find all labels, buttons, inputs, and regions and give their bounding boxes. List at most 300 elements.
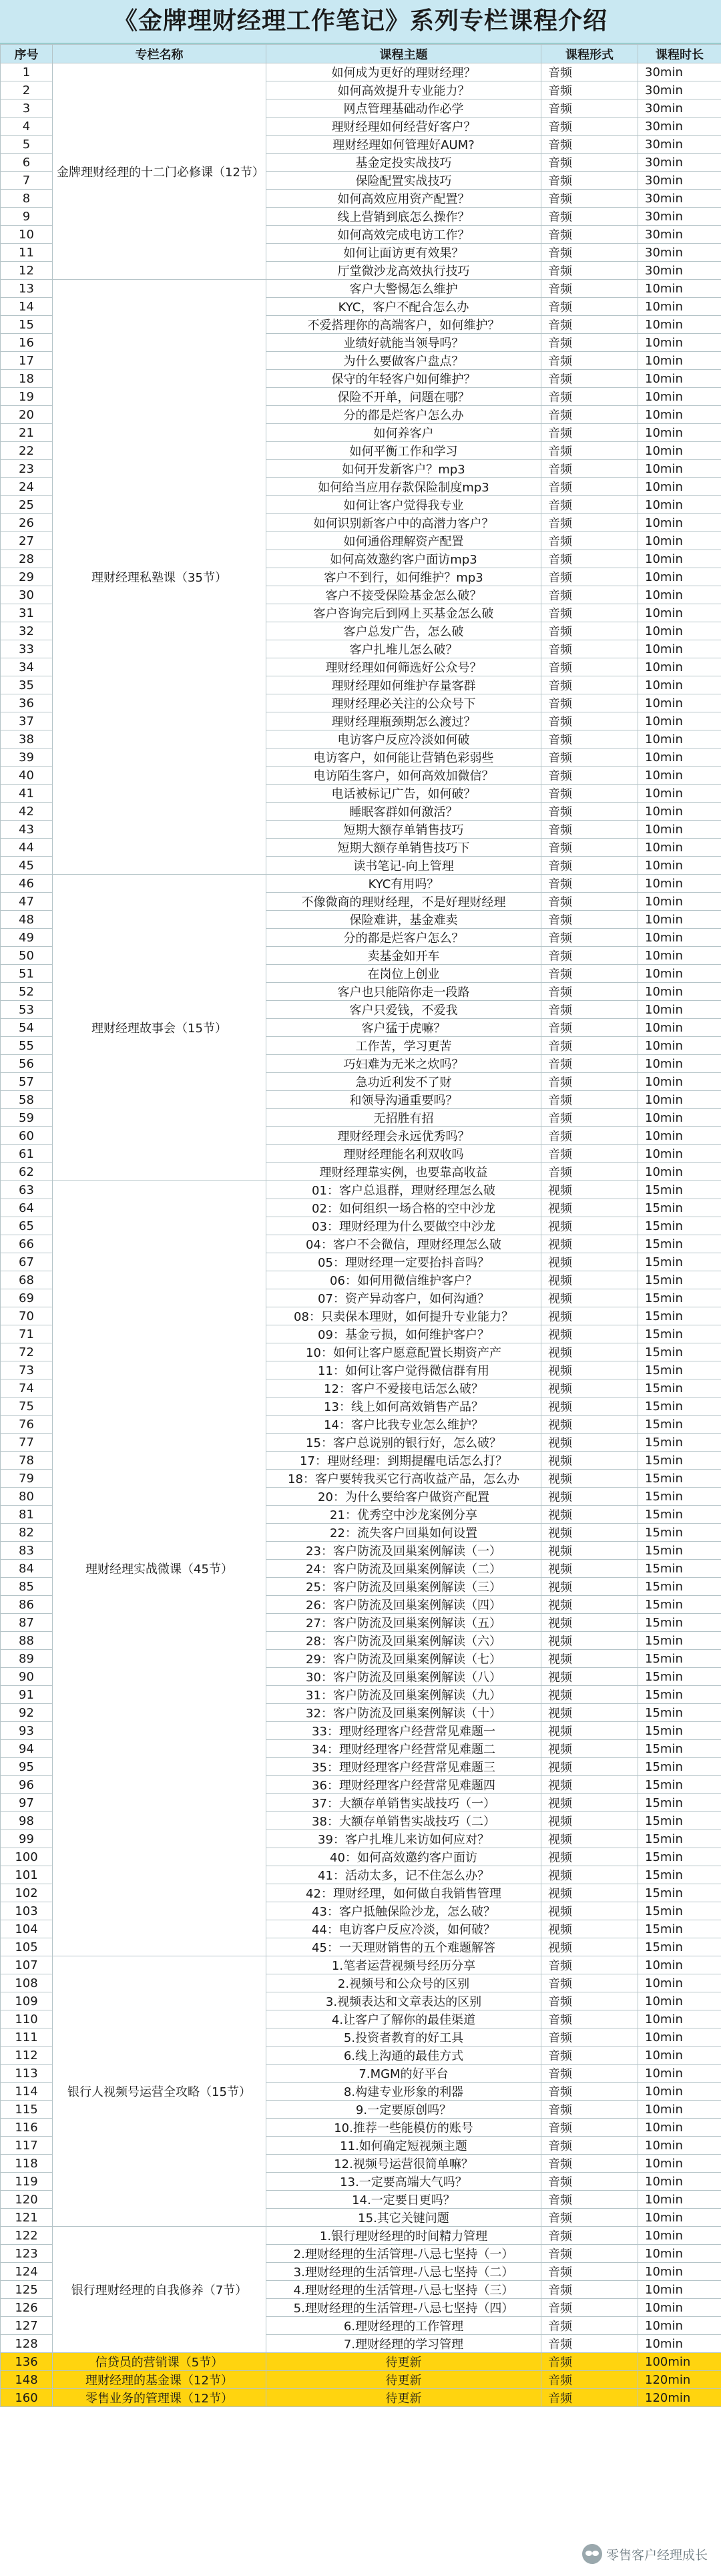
column-name-cell: 银行理财经理的自我修养（7节） [53, 2227, 266, 2353]
row-number: 59 [1, 1109, 53, 1127]
topic-cell: 40：如何高效邀约客户面访 [266, 1848, 541, 1866]
format-cell: 视频 [541, 1434, 638, 1452]
topic-cell: 09：基金亏损，如何维护客户？ [266, 1325, 541, 1343]
format-cell: 视频 [541, 1253, 638, 1271]
row-number: 136 [1, 2353, 53, 2371]
format-cell: 音频 [541, 983, 638, 1001]
format-cell: 视频 [541, 1650, 638, 1668]
format-cell: 音频 [541, 2281, 638, 2299]
row-number: 117 [1, 2137, 53, 2155]
format-cell: 视频 [541, 1938, 638, 1956]
format-cell: 音频 [541, 1992, 638, 2010]
duration-cell: 10min [638, 676, 721, 694]
topic-cell: 短期大额存单销售技巧 [266, 821, 541, 839]
topic-cell: 分的都是烂客户怎么？ [266, 929, 541, 947]
topic-cell: 5.理财经理的生活管理-八忌七坚持（四） [266, 2299, 541, 2317]
format-cell: 音频 [541, 1091, 638, 1109]
topic-cell: 10：如何让客户愿意配置长期资产产 [266, 1343, 541, 1361]
format-cell: 音频 [541, 442, 638, 460]
topic-cell: 如何给当应用存款保险制度mp3 [266, 478, 541, 496]
row-number: 44 [1, 839, 53, 857]
row-number: 107 [1, 1956, 53, 1974]
topic-cell: 不爱搭理你的高端客户，如何维护？ [266, 316, 541, 334]
row-number: 124 [1, 2263, 53, 2281]
row-number: 24 [1, 478, 53, 496]
topic-cell: 和领导沟通重要吗？ [266, 1091, 541, 1109]
duration-cell: 10min [638, 2227, 721, 2245]
row-number: 49 [1, 929, 53, 947]
format-cell: 音频 [541, 496, 638, 514]
column-name-cell: 零售业务的管理课（12节） [53, 2389, 266, 2407]
duration-cell: 10min [638, 2173, 721, 2191]
format-cell: 音频 [541, 658, 638, 676]
duration-cell: 15min [638, 1271, 721, 1289]
duration-cell: 15min [638, 1686, 721, 1704]
format-cell: 音频 [541, 875, 638, 893]
topic-cell: 客户扎堆儿怎么破？ [266, 640, 541, 658]
format-cell: 音频 [541, 208, 638, 226]
topic-cell: 06：如何用微信维护客户？ [266, 1271, 541, 1289]
format-cell: 音频 [541, 1974, 638, 1992]
duration-cell: 10min [638, 947, 721, 965]
duration-cell: 15min [638, 1199, 721, 1217]
format-cell: 视频 [541, 1686, 638, 1704]
row-number: 88 [1, 1632, 53, 1650]
row-number: 110 [1, 2010, 53, 2028]
row-number: 83 [1, 1542, 53, 1560]
topic-cell: 理财经理如何管理好AUM? [266, 136, 541, 154]
duration-cell: 10min [638, 2281, 721, 2299]
duration-cell: 10min [638, 2209, 721, 2227]
topic-cell: 11.如何确定短视频主题 [266, 2137, 541, 2155]
format-cell: 视频 [541, 1488, 638, 1506]
duration-cell: 10min [638, 1956, 721, 1974]
topic-cell: 6.理财经理的工作管理 [266, 2317, 541, 2335]
format-cell: 音频 [541, 478, 638, 496]
duration-cell: 10min [638, 334, 721, 352]
row-number: 108 [1, 1974, 53, 1992]
format-cell: 音频 [541, 694, 638, 712]
row-number: 118 [1, 2155, 53, 2173]
format-cell: 音频 [541, 2245, 638, 2263]
format-cell: 视频 [541, 1325, 638, 1343]
format-cell: 音频 [541, 839, 638, 857]
topic-cell: 3.理财经理的生活管理-八忌七坚持（二） [266, 2263, 541, 2281]
duration-cell: 10min [638, 803, 721, 821]
duration-cell: 10min [638, 839, 721, 857]
duration-cell: 10min [638, 2263, 721, 2281]
duration-cell: 15min [638, 1794, 721, 1812]
format-cell: 视频 [541, 1848, 638, 1866]
row-number: 54 [1, 1019, 53, 1037]
duration-cell: 15min [638, 1289, 721, 1307]
topic-cell: 如何高效邀约客户面访mp3 [266, 550, 541, 568]
topic-cell: KYC有用吗？ [266, 875, 541, 893]
format-cell: 音频 [541, 604, 638, 622]
topic-cell: 01：客户总退群，理财经理怎么破 [266, 1181, 541, 1199]
duration-cell: 30min [638, 81, 721, 99]
row-number: 72 [1, 1343, 53, 1361]
format-cell: 音频 [541, 99, 638, 118]
duration-cell: 15min [638, 1704, 721, 1722]
duration-cell: 30min [638, 118, 721, 136]
row-number: 74 [1, 1379, 53, 1398]
row-number: 91 [1, 1686, 53, 1704]
format-cell: 音频 [541, 965, 638, 983]
duration-cell: 15min [638, 1740, 721, 1758]
topic-cell: 电访客户，如何能让营销色彩弱些 [266, 748, 541, 767]
duration-cell: 15min [638, 1452, 721, 1470]
format-cell: 视频 [541, 1524, 638, 1542]
format-cell: 音频 [541, 2209, 638, 2227]
format-cell: 视频 [541, 1578, 638, 1596]
topic-cell: 02：如何组织一场合格的空中沙龙 [266, 1199, 541, 1217]
topic-cell: 43：客户抵触保险沙龙，怎么破？ [266, 1902, 541, 1920]
row-number: 87 [1, 1614, 53, 1632]
topic-cell: 理财经理如何筛选好公众号？ [266, 658, 541, 676]
duration-cell: 10min [638, 622, 721, 640]
row-number: 86 [1, 1596, 53, 1614]
topic-cell: 客户咨询完后到网上买基金怎么破 [266, 604, 541, 622]
topic-cell: 工作苦，学习更苦 [266, 1037, 541, 1055]
topic-cell: 保险难讲，基金难卖 [266, 911, 541, 929]
format-cell: 音频 [541, 63, 638, 81]
topic-cell: 5.投资者教育的好工具 [266, 2028, 541, 2047]
highlight-row [1, 2389, 721, 2407]
topic-cell: 客户也只能陪你走一段路 [266, 983, 541, 1001]
duration-cell: 120min [638, 2371, 721, 2389]
duration-cell: 10min [638, 2047, 721, 2065]
duration-cell: 15min [638, 1560, 721, 1578]
duration-cell: 10min [638, 640, 721, 658]
row-number: 160 [1, 2389, 53, 2407]
highlight-row [1, 2371, 721, 2389]
format-cell: 音频 [541, 550, 638, 568]
duration-cell: 10min [638, 478, 721, 496]
topic-cell: 理财经理瓶颈期怎么渡过？ [266, 712, 541, 730]
row-number: 101 [1, 1866, 53, 1884]
topic-cell: 理财经理如何经营好客户？ [266, 118, 541, 136]
duration-cell: 120min [638, 2389, 721, 2407]
topic-cell: 如何养客户 [266, 424, 541, 442]
table-row [1, 875, 721, 893]
duration-cell: 30min [638, 63, 721, 81]
topic-cell: 2.视频号和公众号的区别 [266, 1974, 541, 1992]
duration-cell: 10min [638, 712, 721, 730]
row-number: 5 [1, 136, 53, 154]
format-cell: 视频 [541, 1307, 638, 1325]
duration-cell: 10min [638, 2010, 721, 2028]
topic-cell: 理财经理如何维护存量客群 [266, 676, 541, 694]
duration-cell: 15min [638, 1325, 721, 1343]
format-cell: 视频 [541, 1632, 638, 1650]
topic-cell: 13：线上如何高效销售产品？ [266, 1398, 541, 1416]
format-cell: 视频 [541, 1758, 638, 1776]
topic-cell: 卖基金如开车 [266, 947, 541, 965]
row-number: 84 [1, 1560, 53, 1578]
topic-cell: 14.一定要日更吗？ [266, 2191, 541, 2209]
duration-cell: 10min [638, 767, 721, 785]
format-cell: 音频 [541, 568, 638, 586]
format-cell: 音频 [541, 2028, 638, 2047]
row-number: 102 [1, 1884, 53, 1902]
format-cell: 视频 [541, 1379, 638, 1398]
format-cell: 视频 [541, 1902, 638, 1920]
row-number: 66 [1, 1235, 53, 1253]
row-number: 1 [1, 63, 53, 81]
topic-cell: 26：客户防流及回巢案例解读（四） [266, 1596, 541, 1614]
format-cell: 视频 [541, 1235, 638, 1253]
duration-cell: 10min [638, 496, 721, 514]
row-number: 93 [1, 1722, 53, 1740]
topic-cell: 03：理财经理为什么要做空中沙龙 [266, 1217, 541, 1235]
duration-cell: 10min [638, 388, 721, 406]
duration-cell: 10min [638, 1127, 721, 1145]
duration-cell: 15min [638, 1488, 721, 1506]
row-number: 104 [1, 1920, 53, 1938]
table-row [1, 2227, 721, 2245]
format-cell: 视频 [541, 1614, 638, 1632]
format-cell: 音频 [541, 81, 638, 99]
duration-cell: 30min [638, 226, 721, 244]
topic-cell: 客户大警惕怎么维护 [266, 280, 541, 298]
row-number: 26 [1, 514, 53, 532]
topic-cell: 11：如何让客户觉得微信群有用 [266, 1361, 541, 1379]
duration-cell: 15min [638, 1776, 721, 1794]
topic-cell: KYC，客户不配合怎么办 [266, 298, 541, 316]
duration-cell: 15min [638, 1758, 721, 1776]
duration-cell: 15min [638, 1938, 721, 1956]
row-number: 99 [1, 1830, 53, 1848]
duration-cell: 10min [638, 1163, 721, 1181]
format-cell: 音频 [541, 1073, 638, 1091]
topic-cell: 保守的年轻客户如何维护？ [266, 370, 541, 388]
duration-cell: 10min [638, 2317, 721, 2335]
duration-cell: 15min [638, 1361, 721, 1379]
row-number: 125 [1, 2281, 53, 2299]
topic-cell: 10.推荐一些能模仿的账号 [266, 2119, 541, 2137]
format-cell: 视频 [541, 1776, 638, 1794]
format-cell: 音频 [541, 370, 638, 388]
duration-cell: 10min [638, 1019, 721, 1037]
topic-cell: 在岗位上创业 [266, 965, 541, 983]
duration-cell: 10min [638, 1145, 721, 1163]
duration-cell: 10min [638, 2119, 721, 2137]
duration-cell: 10min [638, 694, 721, 712]
topic-cell: 7.理财经理的学习管理 [266, 2335, 541, 2353]
format-cell: 视频 [541, 1361, 638, 1379]
row-number: 10 [1, 226, 53, 244]
row-number: 23 [1, 460, 53, 478]
row-number: 4 [1, 118, 53, 136]
duration-cell: 15min [638, 1379, 721, 1398]
topic-cell: 3.视频表达和文章表达的区别 [266, 1992, 541, 2010]
duration-cell: 10min [638, 2028, 721, 2047]
format-cell: 视频 [541, 1668, 638, 1686]
topic-cell: 理财经理会永远优秀吗？ [266, 1127, 541, 1145]
row-number: 73 [1, 1361, 53, 1379]
row-number: 9 [1, 208, 53, 226]
duration-cell: 10min [638, 2083, 721, 2101]
row-number: 80 [1, 1488, 53, 1506]
format-cell: 音频 [541, 226, 638, 244]
format-cell: 音频 [541, 2317, 638, 2335]
format-cell: 音频 [541, 2263, 638, 2281]
row-number: 123 [1, 2245, 53, 2263]
duration-cell: 10min [638, 298, 721, 316]
duration-cell: 10min [638, 2191, 721, 2209]
duration-cell: 10min [638, 550, 721, 568]
topic-cell: 客户只爱钱，不爱我 [266, 1001, 541, 1019]
row-number: 31 [1, 604, 53, 622]
row-number: 30 [1, 586, 53, 604]
row-number: 51 [1, 965, 53, 983]
duration-cell: 10min [638, 424, 721, 442]
format-cell: 音频 [541, 622, 638, 640]
topic-cell: 20：为什么要给客户做资产配置 [266, 1488, 541, 1506]
row-number: 67 [1, 1253, 53, 1271]
topic-cell: 4.理财经理的生活管理-八忌七坚持（三） [266, 2281, 541, 2299]
duration-cell: 10min [638, 1974, 721, 1992]
duration-cell: 30min [638, 244, 721, 262]
row-number: 96 [1, 1776, 53, 1794]
topic-cell: 13.一定要高端大气吗？ [266, 2173, 541, 2191]
row-number: 19 [1, 388, 53, 406]
duration-cell: 10min [638, 1992, 721, 2010]
duration-cell: 15min [638, 1578, 721, 1596]
header-number: 序号 [1, 45, 53, 63]
row-number: 111 [1, 2028, 53, 2047]
topic-cell: 9.一定要原创吗？ [266, 2101, 541, 2119]
format-cell: 音频 [541, 857, 638, 875]
watermark-text: 零售客户经理成长 [606, 2547, 708, 2563]
topic-cell: 客户不接受保险基金怎么破？ [266, 586, 541, 604]
topic-cell: 理财经理必关注的公众号下 [266, 694, 541, 712]
topic-cell: 如何高效提升专业能力？ [266, 81, 541, 99]
duration-cell: 10min [638, 875, 721, 893]
duration-cell: 10min [638, 893, 721, 911]
duration-cell: 15min [638, 1812, 721, 1830]
topic-cell: 42：理财经理，如何做自我销售管理 [266, 1884, 541, 1902]
row-number: 21 [1, 424, 53, 442]
topic-cell: 客户猛于虎嘛？ [266, 1019, 541, 1037]
topic-cell: 6.线上沟通的最佳方式 [266, 2047, 541, 2065]
duration-cell: 30min [638, 154, 721, 172]
row-number: 53 [1, 1001, 53, 1019]
row-number: 14 [1, 298, 53, 316]
row-number: 69 [1, 1289, 53, 1307]
wechat-icon [582, 2544, 602, 2564]
row-number: 56 [1, 1055, 53, 1073]
format-cell: 音频 [541, 1055, 638, 1073]
row-number: 39 [1, 748, 53, 767]
topic-cell: 31：客户防流及回巢案例解读（九） [266, 1686, 541, 1704]
row-number: 12 [1, 262, 53, 280]
row-number: 81 [1, 1506, 53, 1524]
row-number: 47 [1, 893, 53, 911]
row-number: 77 [1, 1434, 53, 1452]
duration-cell: 30min [638, 190, 721, 208]
duration-cell: 15min [638, 1902, 721, 1920]
topic-cell: 短期大额存单销售技巧下 [266, 839, 541, 857]
format-cell: 音频 [541, 1019, 638, 1037]
format-cell: 音频 [541, 947, 638, 965]
format-cell: 音频 [541, 785, 638, 803]
row-number: 98 [1, 1812, 53, 1830]
duration-cell: 10min [638, 1091, 721, 1109]
format-cell: 视频 [541, 1722, 638, 1740]
row-number: 33 [1, 640, 53, 658]
row-number: 32 [1, 622, 53, 640]
topic-cell: 无招胜有招 [266, 1109, 541, 1127]
format-cell: 视频 [541, 1416, 638, 1434]
topic-cell: 不像微商的理财经理，不是好理财经理 [266, 893, 541, 911]
duration-cell: 15min [638, 1722, 721, 1740]
row-number: 7 [1, 172, 53, 190]
row-number: 29 [1, 568, 53, 586]
topic-cell: 32：客户防流及回巢案例解读（十） [266, 1704, 541, 1722]
header-format: 课程形式 [541, 45, 638, 63]
format-cell: 视频 [541, 1271, 638, 1289]
row-number: 13 [1, 280, 53, 298]
topic-cell: 1.银行理财经理的时间精力管理 [266, 2227, 541, 2245]
topic-cell: 33：理财经理客户经营常见难题一 [266, 1722, 541, 1740]
duration-cell: 10min [638, 965, 721, 983]
format-cell: 视频 [541, 1398, 638, 1416]
duration-cell: 30min [638, 172, 721, 190]
topic-cell: 8.构建专业形象的利器 [266, 2083, 541, 2101]
format-cell: 音频 [541, 676, 638, 694]
row-number: 8 [1, 190, 53, 208]
row-number: 38 [1, 730, 53, 748]
format-cell: 视频 [541, 1506, 638, 1524]
topic-cell: 理财经理能名利双收吗 [266, 1145, 541, 1163]
topic-cell: 基金定投实战技巧 [266, 154, 541, 172]
format-cell: 音频 [541, 2353, 638, 2371]
format-cell: 音频 [541, 803, 638, 821]
duration-cell: 15min [638, 1884, 721, 1902]
duration-cell: 30min [638, 208, 721, 226]
topic-cell: 电话被标记广告，如何破？ [266, 785, 541, 803]
row-number: 113 [1, 2065, 53, 2083]
duration-cell: 10min [638, 460, 721, 478]
topic-cell: 7.MGM的好平台 [266, 2065, 541, 2083]
row-number: 116 [1, 2119, 53, 2137]
topic-cell: 35：理财经理客户经营常见难题三 [266, 1758, 541, 1776]
row-number: 79 [1, 1470, 53, 1488]
header-duration: 课程时长 [638, 45, 721, 63]
duration-cell: 100min [638, 2353, 721, 2371]
topic-cell: 电访客户反应冷淡如何破 [266, 730, 541, 748]
duration-cell: 15min [638, 1830, 721, 1848]
topic-cell: 25：客户防流及回巢案例解读（三） [266, 1578, 541, 1596]
format-cell: 音频 [541, 1037, 638, 1055]
row-number: 63 [1, 1181, 53, 1199]
topic-cell: 21：优秀空中沙龙案例分享 [266, 1506, 541, 1524]
table-row [1, 1956, 721, 1974]
topic-cell: 如何通俗理解资产配置 [266, 532, 541, 550]
topic-cell: 07：资产异动客户，如何沟通？ [266, 1289, 541, 1307]
duration-cell: 10min [638, 2137, 721, 2155]
duration-cell: 10min [638, 442, 721, 460]
row-number: 97 [1, 1794, 53, 1812]
topic-cell: 23：客户防流及回巢案例解读（一） [266, 1542, 541, 1560]
row-number: 18 [1, 370, 53, 388]
row-number: 15 [1, 316, 53, 334]
topic-cell: 18：客户要转我买它行高收益产品，怎么办 [266, 1470, 541, 1488]
duration-cell: 10min [638, 2101, 721, 2119]
duration-cell: 10min [638, 2155, 721, 2173]
